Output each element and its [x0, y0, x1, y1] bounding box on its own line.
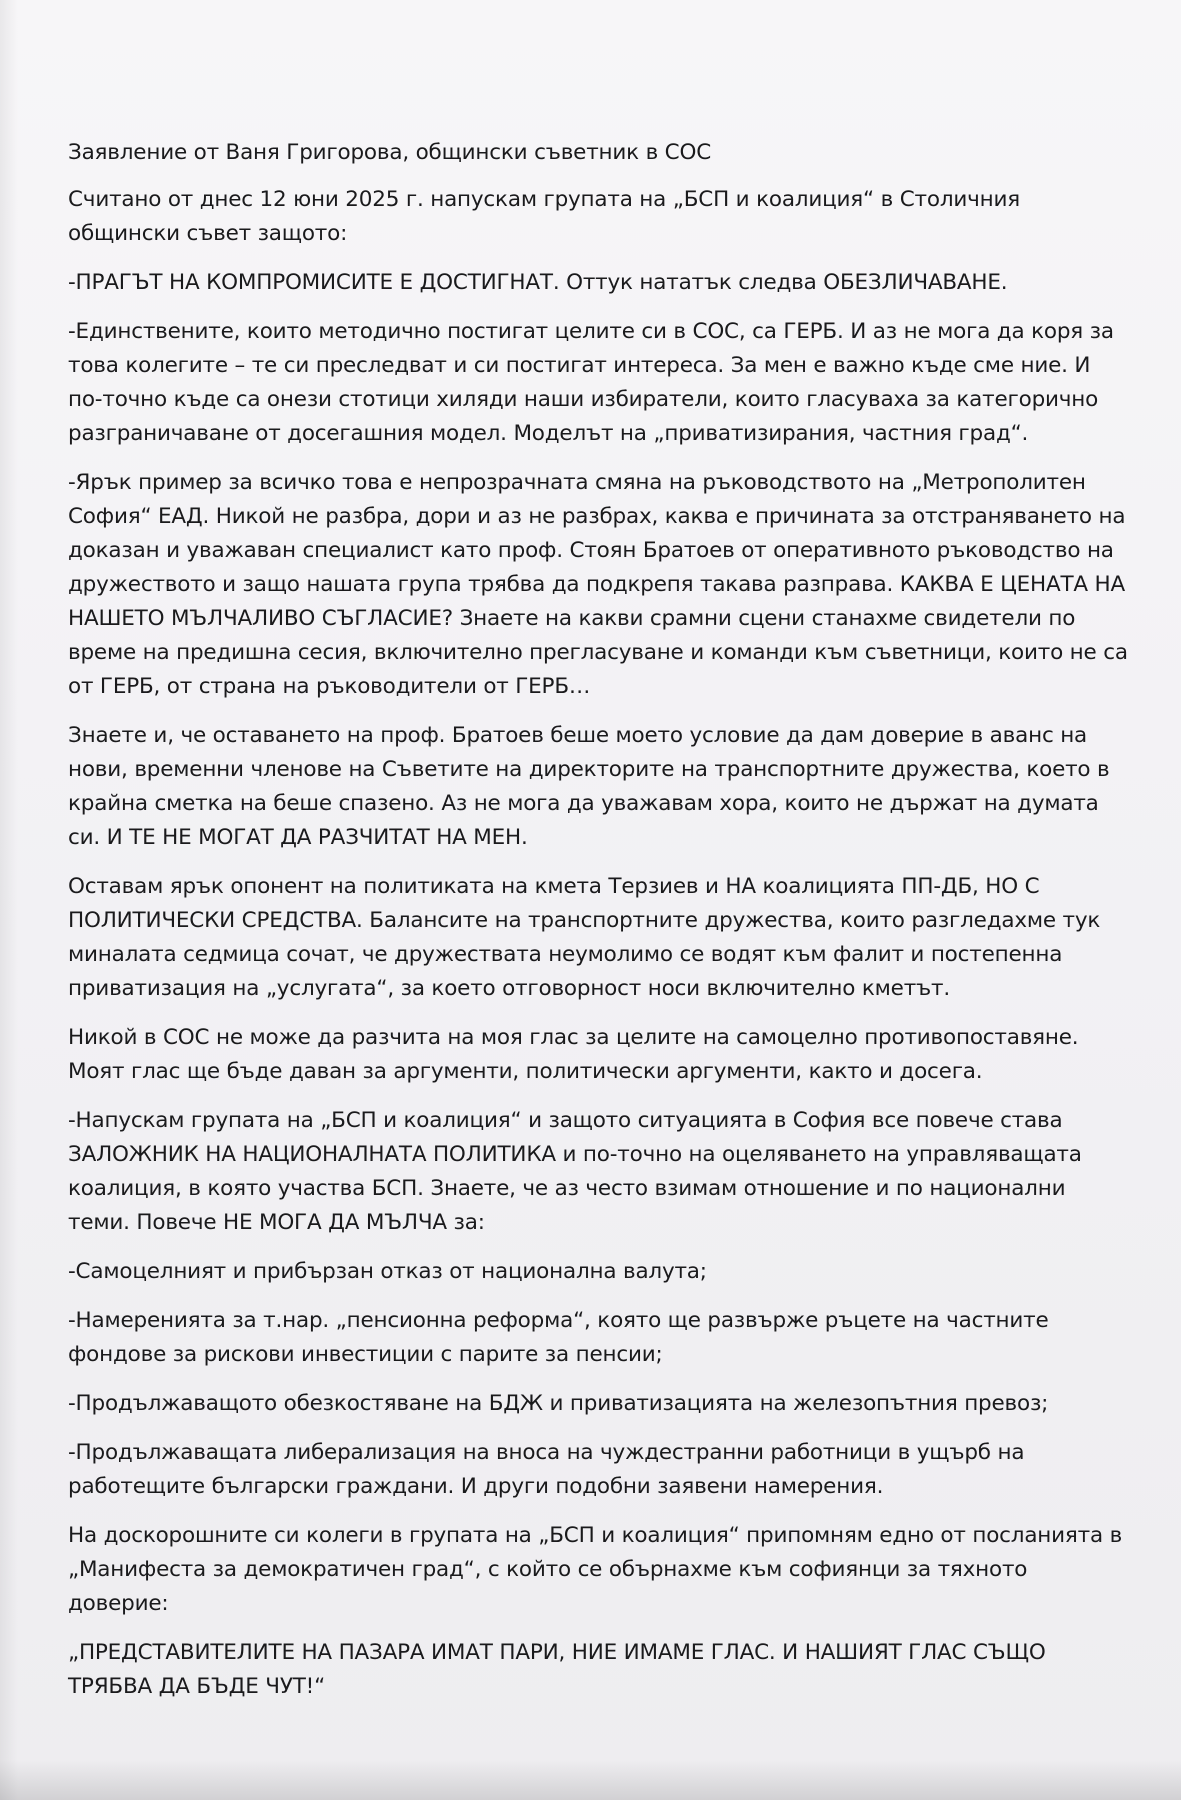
list-item-workers: -Продължаващата либерализация на вноса на чуждестранни работници в ущърб на работещите български граждани. И други подобни заявени намерения. [68, 1440, 1025, 1499]
page-edge-shadow [0, 0, 18, 1800]
statement-body [68, 136, 1128, 1719]
paragraph-intro: Считано от днес 12 юни 2025 г. напускам групата на „БСП и коалиция“ в Столичния общински съвет защото: [68, 187, 1020, 246]
paragraph-national-politics: -Напускам групата на „БСП и коалиция“ и защото ситуацията в София все повече става ЗАЛОЖНИК НА НАЦИОНАЛНАТА ПОЛИТИКА и по-точно на оцеляването на управляващата коалиция, в която участва БСП. Знаете, че аз често взимам отношение и по национални теми. Повече НЕ МОГА ДА МЪЛЧА за: [68, 1108, 1082, 1235]
list-item-bdz: -Продължаващото обезкостяване на БДЖ и приватизацията на железопътния превоз; [68, 1391, 1049, 1416]
paragraph-opponent: Оставам ярък опонент на политиката на кмета Терзиев и НА коалицията ПП-ДБ, НО С ПОЛИТИЧЕСКИ СРЕДСТВА. Балансите на транспортните дружества, които разгледахме тук миналата седмица сочат, че дружествата неумолимо се водят към фалит и постепенна приватизация на „услугата“, за което отговорност носи включително кметът. [68, 874, 1101, 1001]
paragraph-bratoev: Знаете и, че оставането на проф. Братоев беше моето условие да дам доверие в аванс на нови, временни членове на Съветите на директорите на транспортните дружества, което в крайна сметка на беше спазено. Аз не мога да уважавам хора, които не държат на думата си. И ТЕ НЕ МОГАТ ДА РАЗЧИТАТ НА МЕН. [68, 723, 1110, 850]
closing-quote: „ПРЕДСТАВИТЕЛИТЕ НА ПАЗАРА ИМАТ ПАРИ, НИЕ ИМАМЕ ГЛАС. И НАШИЯТ ГЛАС СЪЩО ТРЯБВА ДА БЪДЕ ЧУТ!“ [68, 1640, 1046, 1699]
paragraph-metropolitan: -Ярък пример за всичко това е непрозрачната смяна на ръководството на „Метрополитен София“ ЕАД. Никой не разбра, дори и аз не разбрах, каква е причината за отстраняването на доказан и уважаван специалист като проф. Стоян Братоев от оперативното ръководство на дружеството и защо нашата група трябва да подкрепя такава разправа. КАКВА Е ЦЕНАТА НА НАШЕТО МЪЛЧАЛИВО СЪГЛАСИЕ? Знаете на какви срамни сцени станахме свидетели по време на предишна сесия, включително прегласуване и команди към съветници, които не са от ГЕРБ, от страна на ръководители от ГЕРБ… [68, 470, 1128, 699]
paragraph-vote: Никой в СОС не може да разчита на моя глас за целите на самоцелно противопоставяне. Моят глас ще бъде даван за аргументи, политически аргументи, както и досега. [68, 1025, 1079, 1084]
paragraph-manifesto: На доскорошните си колеги в групата на „БСП и коалиция“ припомням едно от посланията в „Манифеста за демократичен град“, с който се обърнахме към софиянци за тяхното доверие: [68, 1523, 1123, 1616]
list-item-pension: -Намеренията за т.нар. „пенсионна реформа“, която ще развърже ръцете на частните фондове за рискови инвестиции с парите за пенсии; [68, 1308, 1049, 1367]
paragraph-threshold: -ПРАГЪТ НА КОМПРОМИСИТЕ Е ДОСТИГНАТ. Оттук нататък следва ОБЕЗЛИЧАВАНЕ. [68, 270, 1008, 295]
list-item-currency: -Самоцелният и прибързан отказ от национална валута; [68, 1259, 707, 1284]
paragraph-gerb: -Единствените, които методично постигат целите си в СОС, са ГЕРБ. И аз не мога да коря за това колегите – те си преследват и си постигат интереса. За мен е важно къде сме ние. И по-точно къде са онези стотици хиляди наши избиратели, които гласуваха за категорично разграничаване от досегашния модел. Моделът на „приватизирания, частния град“. [68, 319, 1114, 446]
page-bottom-shadow [0, 1760, 1181, 1800]
statement-title: Заявление от Ваня Григорова, общински съветник в СОС [68, 140, 712, 165]
